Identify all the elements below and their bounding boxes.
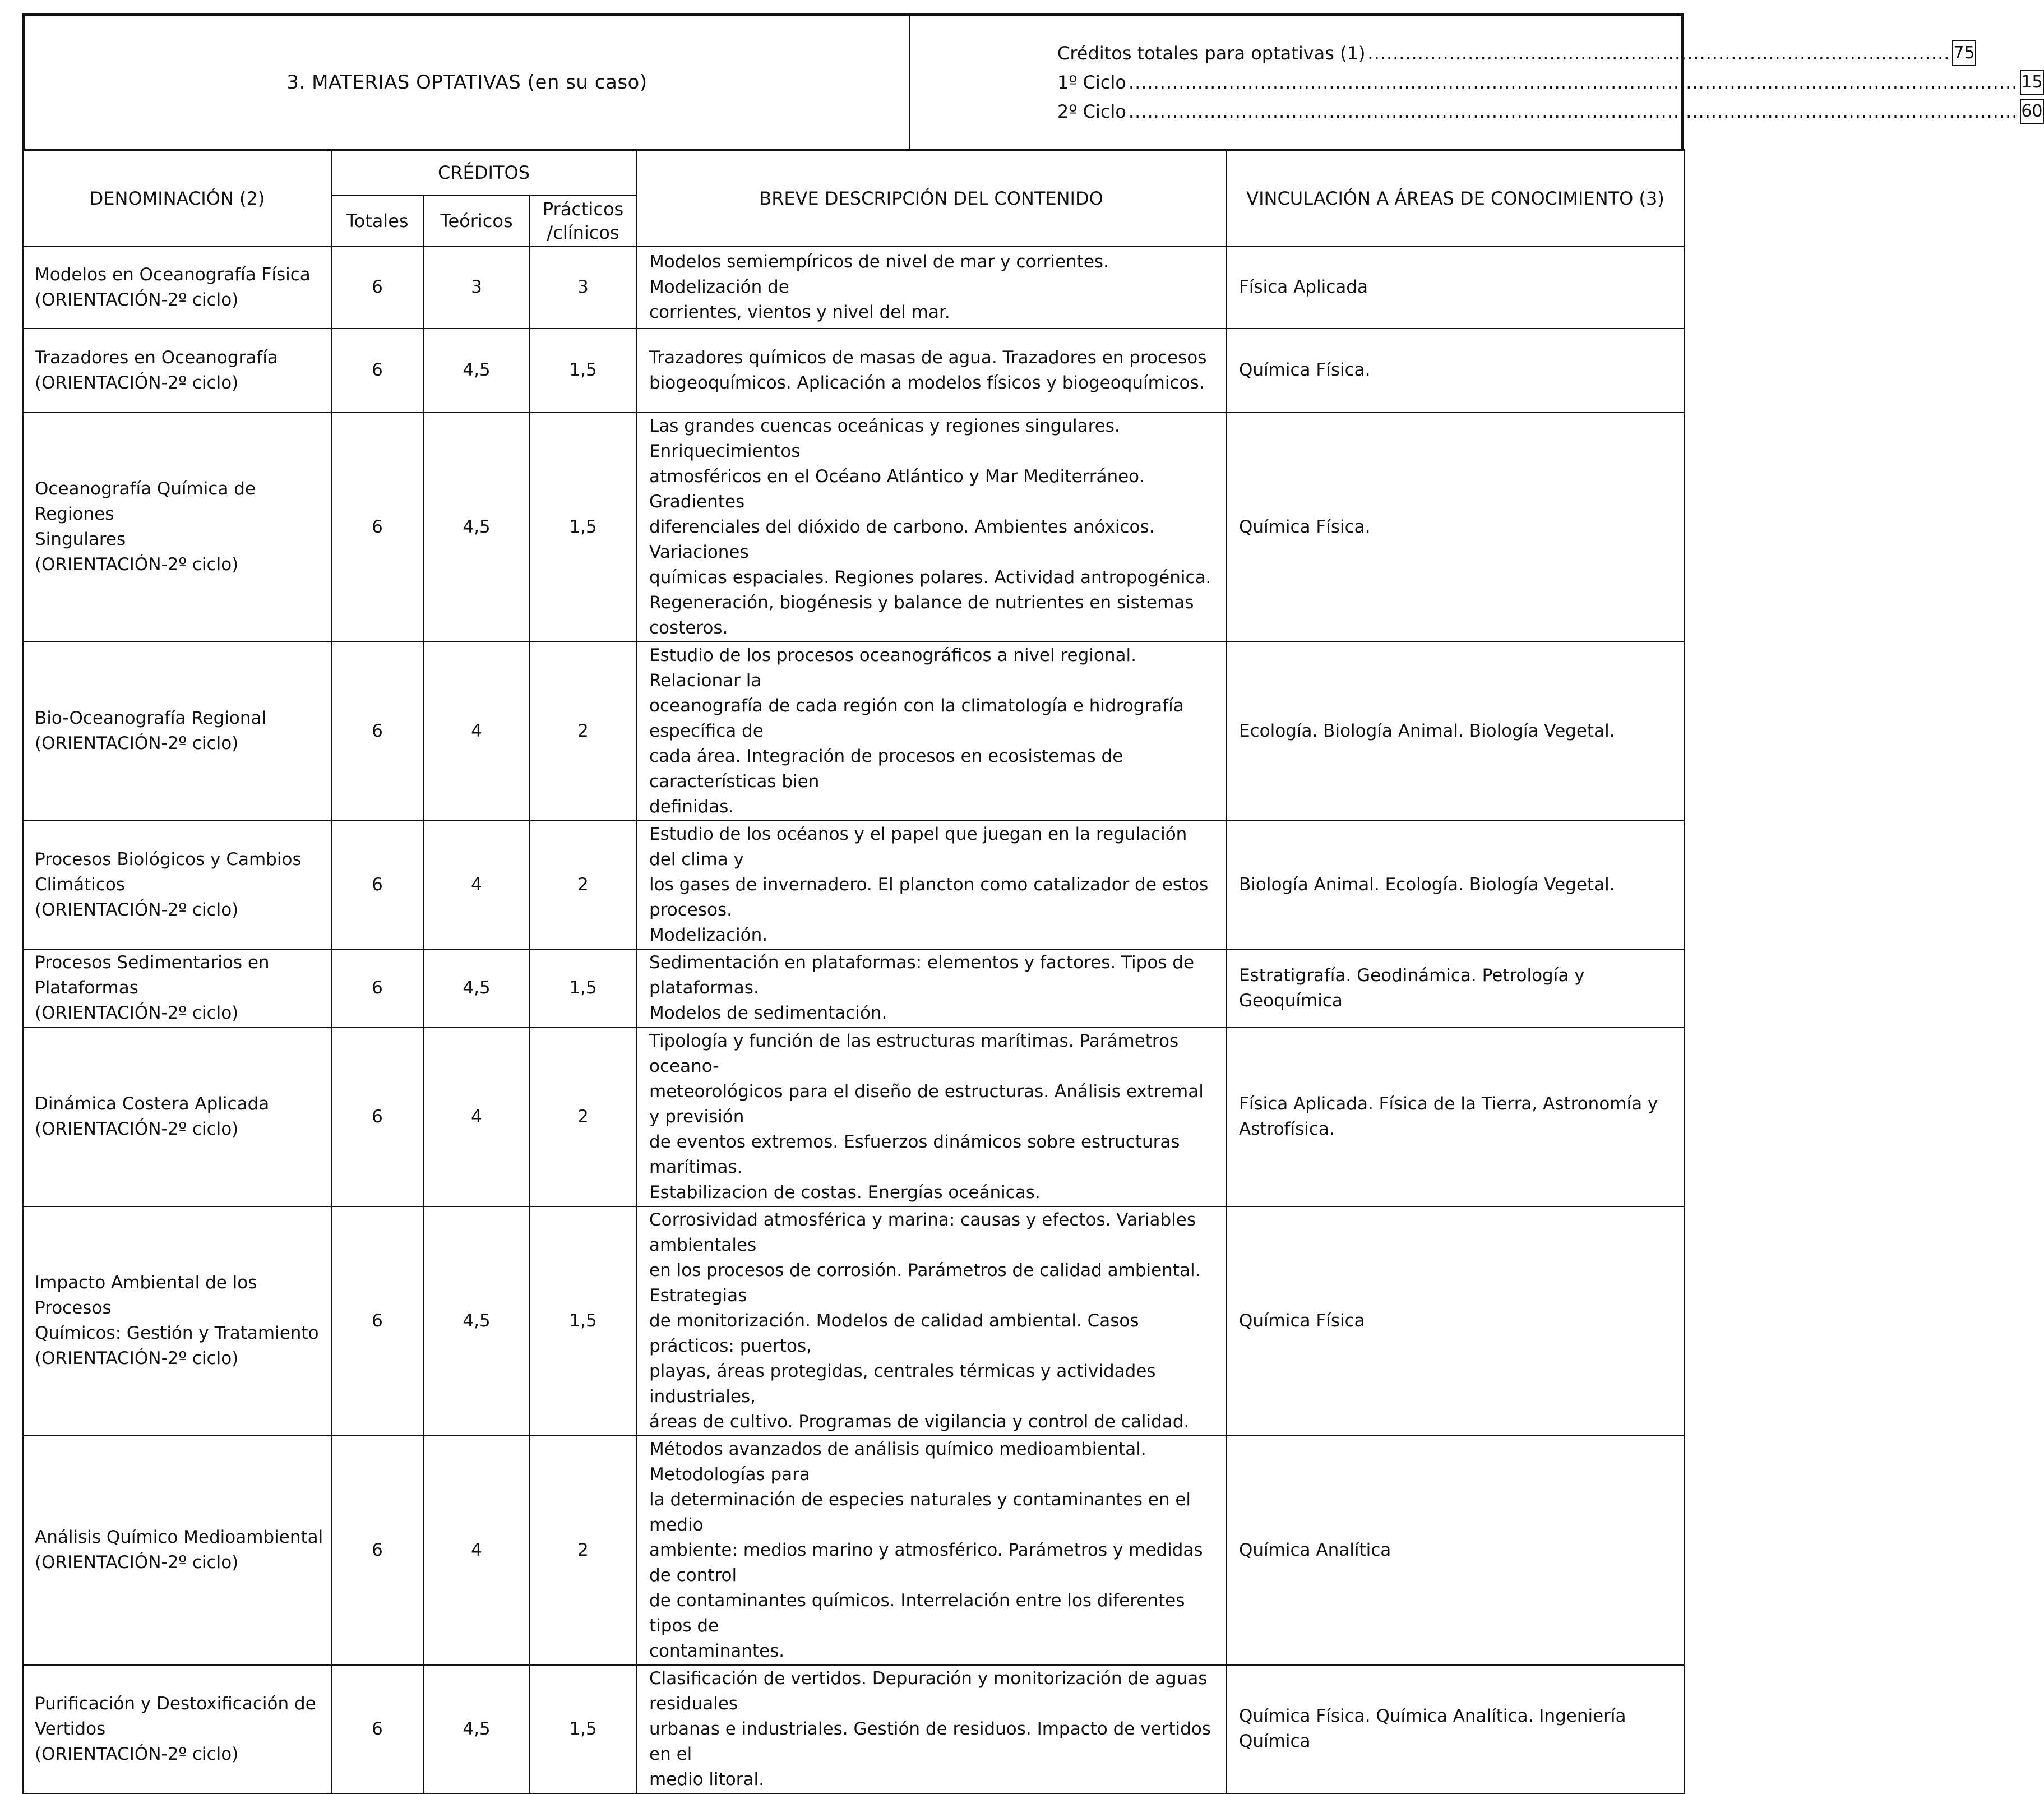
desc-line: Modelización.	[649, 924, 768, 945]
cell-denominacion	[23, 329, 331, 413]
cell-denominacion	[23, 1665, 331, 1793]
credit-value-box: 75	[1952, 40, 1976, 66]
cell-totales: 6	[331, 413, 423, 642]
cell-totales: 6	[331, 329, 423, 413]
cell-descripcion	[636, 329, 1226, 413]
cell-vinculacion	[1226, 413, 1685, 642]
table-row	[23, 413, 1685, 642]
cell-practicos: 2	[530, 642, 636, 821]
leader-dots: .............................................................................................	[1367, 43, 1950, 64]
table-row	[23, 1436, 1685, 1665]
desc-line: Estudio de los procesos oceanográficos a nivel regional. Relacionar la	[649, 645, 1136, 691]
credit-value-box: 60	[2020, 99, 2043, 124]
cell-vinculacion	[1226, 329, 1685, 413]
desc-line: Modelos semiempíricos de nivel de mar y corrientes. Modelización de	[649, 252, 1109, 297]
area-line: Biología Animal. Ecología. Biología Vegetal.	[1239, 874, 1615, 895]
credit-label: Créditos totales para optativas (1)	[1057, 43, 1366, 64]
header-creditos: CRÉDITOS	[331, 150, 636, 195]
name-line: Trazadores en Oceanografía	[35, 347, 278, 368]
cell-descripcion	[636, 821, 1226, 949]
cell-totales: 6	[331, 1436, 423, 1665]
area-line: Física Aplicada. Física de la Tierra, Astronomía y Astrofísica.	[1239, 1094, 1658, 1139]
name-line: Procesos Biológicos y Cambios	[35, 849, 302, 870]
name-line: (ORIENTACIÓN-2º ciclo)	[35, 554, 239, 575]
name-line: Modelos en Oceanografía Física	[35, 264, 311, 285]
leader-dots: ..............................................................................................................................................	[1128, 101, 2018, 122]
name-line: (ORIENTACIÓN-2º ciclo)	[35, 1348, 239, 1368]
desc-line: áreas de cultivo. Programas de vigilancia y control de calidad.	[649, 1411, 1190, 1432]
cell-vinculacion	[1226, 1665, 1685, 1793]
cell-vinculacion	[1226, 949, 1685, 1028]
cell-totales: 6	[331, 642, 423, 821]
desc-line: cada área. Integración de procesos en ecosistemas de características bien	[649, 746, 1123, 792]
name-line: (ORIENTACIÓN-2º ciclo)	[35, 733, 239, 753]
area-line: Ecología. Biología Animal. Biología Vegetal.	[1239, 720, 1615, 741]
name-line: Químicos: Gestión y Tratamiento	[35, 1323, 319, 1343]
desc-line: la determinación de especies naturales y contaminantes en el medio	[649, 1489, 1191, 1535]
desc-line: de eventos extremos. Esfuerzos dinámicos sobre estructuras marítimas.	[649, 1131, 1180, 1177]
credit-value-box: 15	[2020, 70, 2043, 95]
cell-descripcion	[636, 642, 1226, 821]
cell-practicos: 1,5	[530, 413, 636, 642]
credit-line-ciclo-1	[1057, 68, 2043, 97]
area-line: Química Física.	[1239, 360, 1371, 380]
name-line: (ORIENTACIÓN-2º ciclo)	[35, 289, 239, 310]
cell-vinculacion	[1226, 821, 1685, 949]
name-line: Bio-Oceanografía Regional	[35, 708, 267, 728]
cell-descripcion	[636, 413, 1226, 642]
area-line: Física Aplicada	[1239, 277, 1368, 297]
header-vinculacion: VINCULACIÓN A ÁREAS DE CONOCIMIENTO (3)	[1226, 150, 1685, 247]
area-line: Estratigrafía. Geodinámica. Petrología y Geoquímica	[1239, 965, 1585, 1011]
desc-line: Sedimentación en plataformas: elementos y factores. Tipos de plataformas.	[649, 953, 1195, 998]
header-practicos-line: Prácticos	[542, 198, 624, 220]
area-line: Química Física	[1239, 1310, 1365, 1331]
desc-line: Regeneración, biogénesis y balance de nutrientes en sistemas costeros.	[649, 592, 1194, 638]
credits-summary-list	[1057, 39, 2043, 126]
cell-practicos: 1,5	[530, 1665, 636, 1793]
name-line: (ORIENTACIÓN-2º ciclo)	[35, 1552, 239, 1573]
section-header-box	[22, 13, 2043, 149]
cell-totales: 6	[331, 247, 423, 329]
name-line: Dinámica Costera Aplicada	[35, 1094, 270, 1114]
desc-line: diferenciales del dióxido de carbono. Ambientes anóxicos. Variaciones	[649, 516, 1155, 562]
desc-line: medio litoral.	[649, 1769, 764, 1790]
desc-line: atmosféricos en el Océano Atlántico y Mar Mediterráneo. Gradientes	[649, 466, 1145, 512]
desc-line: los gases de invernadero. El plancton como catalizador de estos procesos.	[649, 874, 1209, 920]
table-row	[23, 329, 1685, 413]
name-line: Impacto Ambiental de los Procesos	[35, 1273, 257, 1318]
cell-denominacion	[23, 1206, 331, 1436]
cell-practicos: 1,5	[530, 1206, 636, 1436]
desc-line: urbanas e industriales. Gestión de residuos. Impacto de vertidos en el	[649, 1718, 1211, 1764]
name-line: Vertidos	[35, 1718, 106, 1739]
table-row	[23, 1028, 1685, 1206]
cell-teoricos: 4	[423, 642, 530, 821]
section-title-text: 3. MATERIAS OPTATIVAS (en su caso)	[286, 71, 648, 94]
cell-teoricos: 4,5	[423, 329, 530, 413]
header-teoricos: Teóricos	[423, 195, 530, 247]
name-line: (ORIENTACIÓN-2º ciclo)	[35, 1003, 239, 1023]
credit-label: 2º Ciclo	[1057, 101, 1126, 122]
cell-teoricos: 4	[423, 1436, 530, 1665]
cell-practicos: 2	[530, 821, 636, 949]
credit-line-total	[1057, 39, 1975, 68]
area-line: Química Analítica	[1239, 1539, 1391, 1560]
cell-vinculacion	[1226, 1436, 1685, 1665]
area-line: Química Física.	[1239, 516, 1371, 537]
cell-denominacion	[23, 949, 331, 1028]
cell-practicos: 1,5	[530, 329, 636, 413]
cell-teoricos: 4,5	[423, 1665, 530, 1793]
table-row	[23, 1665, 1685, 1793]
desc-line: definidas.	[649, 796, 734, 817]
document-page	[22, 13, 2043, 1794]
desc-line: contaminantes.	[649, 1640, 785, 1661]
header-practicos-line: /clínicos	[547, 221, 619, 243]
cell-teoricos: 3	[423, 247, 530, 329]
name-line: Análisis Químico Medioambiental	[35, 1527, 323, 1547]
cell-denominacion	[23, 413, 331, 642]
cell-denominacion	[23, 247, 331, 329]
desc-line: Trazadores químicos de masas de agua. Trazadores en procesos	[649, 347, 1207, 368]
cell-denominacion	[23, 821, 331, 949]
credits-summary	[910, 16, 2043, 149]
cell-totales: 6	[331, 1206, 423, 1436]
cell-teoricos: 4,5	[423, 413, 530, 642]
table-row	[23, 642, 1685, 821]
cell-descripcion	[636, 1206, 1226, 1436]
cell-descripcion	[636, 1028, 1226, 1206]
cell-denominacion	[23, 1436, 331, 1665]
cell-practicos: 2	[530, 1436, 636, 1665]
header-practicos	[530, 195, 636, 247]
name-line: (ORIENTACIÓN-2º ciclo)	[35, 899, 239, 920]
cell-descripcion	[636, 1665, 1226, 1793]
cell-totales: 6	[331, 949, 423, 1028]
cell-descripcion	[636, 1436, 1226, 1665]
desc-line: corrientes, vientos y nivel del mar.	[649, 302, 950, 322]
credit-label: 1º Ciclo	[1057, 72, 1126, 93]
cell-practicos: 2	[530, 1028, 636, 1206]
cell-practicos: 3	[530, 247, 636, 329]
desc-line: oceanografía de cada región con la climatología e hidrografía específica de	[649, 695, 1184, 741]
name-line: Singulares	[35, 529, 126, 549]
optativas-table	[22, 149, 1685, 1794]
cell-totales: 6	[331, 821, 423, 949]
name-line: Procesos Sedimentarios en	[35, 953, 270, 973]
desc-line: Métodos avanzados de análisis químico medioambiental. Metodologías para	[649, 1439, 1146, 1485]
desc-line: playas, áreas protegidas, centrales térmicas y actividades industriales,	[649, 1361, 1156, 1407]
desc-line: Clasificación de vertidos. Depuración y monitorización de aguas residuales	[649, 1668, 1208, 1714]
name-line: Climáticos	[35, 874, 125, 895]
desc-line: Modelos de sedimentación.	[649, 1003, 887, 1023]
section-title	[25, 16, 910, 149]
desc-line: biogeoquímicos. Aplicación a modelos físicos y biogeoquímicos.	[649, 372, 1205, 393]
header-denominacion: DENOMINACIÓN (2)	[23, 150, 331, 247]
cell-totales: 6	[331, 1665, 423, 1793]
name-line: Plataformas	[35, 978, 138, 998]
cell-descripcion	[636, 949, 1226, 1028]
cell-vinculacion	[1226, 247, 1685, 329]
desc-line: de contaminantes químicos. Interrelación entre los diferentes tipos de	[649, 1590, 1185, 1636]
table-header-row	[23, 150, 1685, 195]
cell-descripcion	[636, 247, 1226, 329]
desc-line: meteorológicos para el diseño de estructuras. Análisis extremal y previsión	[649, 1081, 1204, 1127]
desc-line: Tipología y función de las estructuras marítimas. Parámetros oceano-	[649, 1030, 1179, 1076]
cell-teoricos: 4,5	[423, 949, 530, 1028]
area-line: Química Física. Química Analítica. Ingeniería Química	[1239, 1706, 1626, 1751]
desc-line: químicas espaciales. Regiones polares. Actividad antropogénica.	[649, 567, 1211, 588]
cell-vinculacion	[1226, 642, 1685, 821]
table-row	[23, 247, 1685, 329]
name-line: (ORIENTACIÓN-2º ciclo)	[35, 372, 239, 393]
credit-line-ciclo-2	[1057, 97, 2043, 126]
desc-line: Estudio de los océanos y el papel que juegan en la regulación del clima y	[649, 824, 1187, 870]
cell-teoricos: 4	[423, 1028, 530, 1206]
name-line: (ORIENTACIÓN-2º ciclo)	[35, 1744, 239, 1764]
name-line: (ORIENTACIÓN-2º ciclo)	[35, 1119, 239, 1139]
desc-line: ambiente: medios marino y atmosférico. Parámetros y medidas de control	[649, 1539, 1203, 1585]
desc-line: en los procesos de corrosión. Parámetros de calidad ambiental. Estrategias	[649, 1260, 1201, 1306]
cell-denominacion	[23, 642, 331, 821]
table-row	[23, 949, 1685, 1028]
cell-vinculacion	[1226, 1028, 1685, 1206]
table-row	[23, 1206, 1685, 1436]
cell-totales: 6	[331, 1028, 423, 1206]
table-row	[23, 821, 1685, 949]
cell-teoricos: 4,5	[423, 1206, 530, 1436]
leader-dots: ..............................................................................................................................................	[1128, 72, 2018, 93]
cell-practicos: 1,5	[530, 949, 636, 1028]
name-line: Oceanografía Química de Regiones	[35, 479, 256, 524]
header-totales: Totales	[331, 195, 423, 247]
desc-line: Estabilizacion de costas. Energías oceánicas.	[649, 1182, 1041, 1203]
desc-line: Las grandes cuencas oceánicas y regiones singulares. Enriquecimientos	[649, 415, 1120, 461]
name-line: Purificación y Destoxificación de	[35, 1693, 316, 1714]
header-descripcion: BREVE DESCRIPCIÓN DEL CONTENIDO	[636, 150, 1226, 247]
desc-line: Corrosividad atmosférica y marina: causas y efectos. Variables ambientales	[649, 1209, 1196, 1255]
cell-denominacion	[23, 1028, 331, 1206]
desc-line: de monitorización. Modelos de calidad ambiental. Casos prácticos: puertos,	[649, 1310, 1139, 1356]
cell-teoricos: 4	[423, 821, 530, 949]
cell-vinculacion	[1226, 1206, 1685, 1436]
